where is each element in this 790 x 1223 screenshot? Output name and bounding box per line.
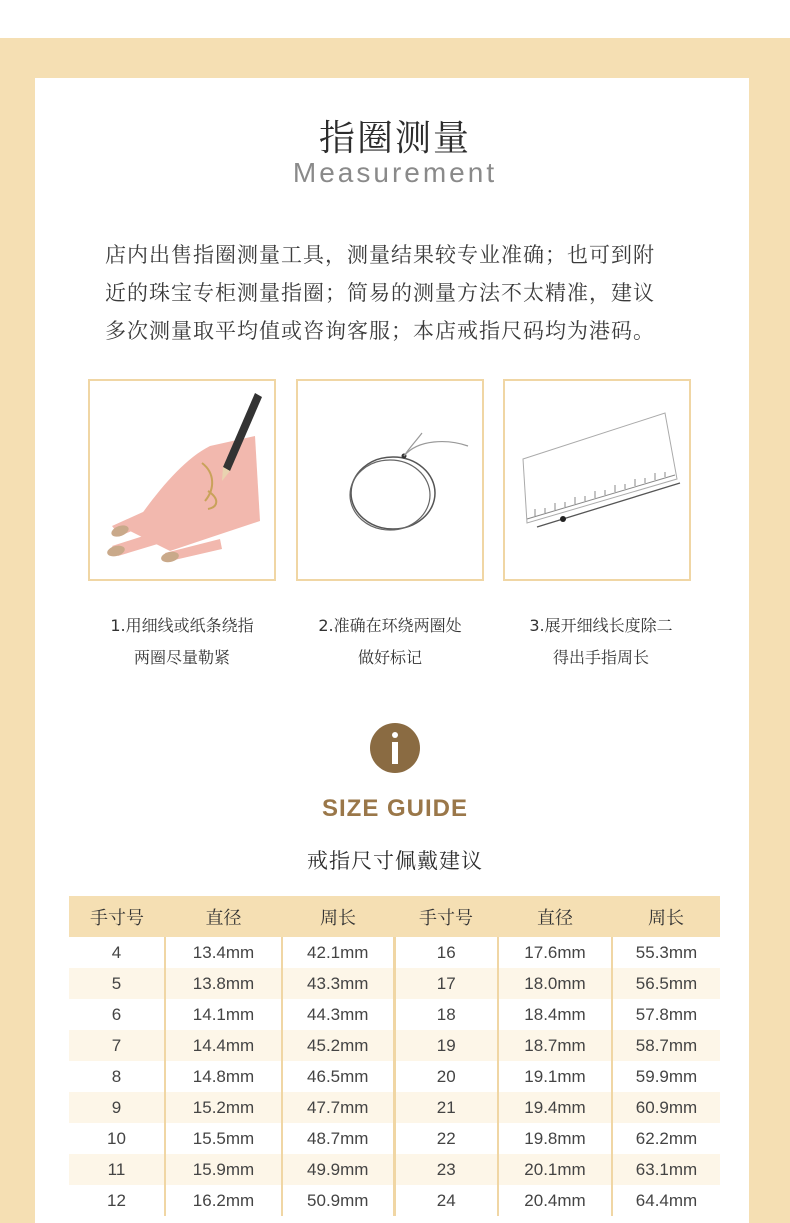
table-row [69, 999, 720, 1030]
table-cell: 49.9mm [282, 1154, 394, 1185]
step-caption-line: 两圈尽量勒紧 [133, 648, 230, 667]
table-cell: 15.2mm [165, 1092, 282, 1123]
table-cell: 20.1mm [498, 1154, 612, 1185]
table-cell: 15.9mm [165, 1154, 282, 1185]
table-row [69, 1092, 720, 1123]
table-cell: 12 [107, 1190, 126, 1210]
table-cell: 16 [394, 937, 498, 968]
table-cell: 62.2mm [612, 1123, 720, 1154]
step-3-caption [496, 610, 706, 674]
table-row [69, 1061, 720, 1092]
table-title: 戒指尺寸佩戴建议 [307, 849, 483, 873]
step-caption-line: 1.用细线或纸条绕指 [110, 616, 254, 635]
step-3-panel [503, 379, 691, 581]
intro-line: 近的珠宝专柜测量指圈；简易的测量方法不太精准，建议 [105, 281, 655, 305]
ruler-icon [505, 381, 693, 583]
header-circumference: 周长 [612, 896, 720, 937]
table-cell: 17.6mm [498, 937, 612, 968]
info-icon [370, 723, 420, 773]
table-cell: 20.4mm [498, 1185, 612, 1216]
table-cell: 48.7mm [282, 1123, 394, 1154]
table-cell: 10 [107, 1128, 126, 1148]
table-row [69, 937, 720, 968]
table-cell: 13.8mm [165, 968, 282, 999]
string-loop-icon [298, 381, 486, 583]
table-cell: 57.8mm [612, 999, 720, 1030]
table-cell: 47.7mm [282, 1092, 394, 1123]
page-subtitle: Measurement [292, 157, 498, 188]
step-caption-line: 做好标记 [357, 648, 422, 667]
table-row [69, 1154, 720, 1185]
table-cell: 19.1mm [498, 1061, 612, 1092]
table-cell: 23 [394, 1154, 498, 1185]
table-cell: 19 [394, 1030, 498, 1061]
table-cell: 15.5mm [165, 1123, 282, 1154]
table-cell: 43.3mm [282, 968, 394, 999]
table-cell: 14.1mm [165, 999, 282, 1030]
step-caption-line: 2.准确在环绕两圈处 [318, 616, 462, 635]
page-title: 指圈测量 [318, 118, 471, 159]
step-1-panel [88, 379, 276, 581]
table-cell: 45.2mm [282, 1030, 394, 1061]
table-row [69, 968, 720, 999]
table-row [69, 1030, 720, 1061]
table-cell: 18.7mm [498, 1030, 612, 1061]
table-cell: 59.9mm [612, 1061, 720, 1092]
size-table [69, 896, 720, 1216]
table-cell: 17 [394, 968, 498, 999]
table-cell: 19.8mm [498, 1123, 612, 1154]
header-size: 手寸号 [69, 896, 165, 937]
table-cell: 5 [69, 968, 165, 999]
table-cell: 19.4mm [498, 1092, 612, 1123]
table-cell: 18.0mm [498, 968, 612, 999]
table-cell: 50.9mm [282, 1185, 394, 1216]
table-cell: 9 [69, 1092, 165, 1123]
table-cell: 4 [111, 942, 122, 962]
table-cell: 8 [111, 1066, 122, 1086]
step-2-caption [285, 610, 495, 674]
header-diameter: 直径 [498, 896, 612, 937]
intro-text [105, 236, 695, 350]
table-cell: 16.2mm [165, 1185, 282, 1216]
table-cell: 14.4mm [165, 1030, 282, 1061]
table-cell: 44.3mm [282, 999, 394, 1030]
table-cell: 64.4mm [612, 1185, 720, 1216]
table-cell: 7 [69, 1030, 165, 1061]
table-cell: 21 [394, 1092, 498, 1123]
step-caption-line: 得出手指周长 [552, 648, 649, 667]
intro-line: 多次测量取平均值或咨询客服；本店戒指尺码均为港码。 [105, 319, 655, 343]
intro-line: 店内出售指圈测量工具，测量结果较专业准确；也可到附 [105, 243, 655, 267]
table-cell: 11 [69, 1154, 165, 1185]
table-cell: 22 [394, 1123, 498, 1154]
hand-pencil-icon [90, 381, 278, 583]
step-2-panel [296, 379, 484, 581]
table-row [69, 1123, 720, 1154]
table-cell: 55.3mm [612, 937, 720, 968]
table-cell: 6 [111, 1004, 122, 1024]
table-cell: 20 [394, 1061, 498, 1092]
table-cell: 14.8mm [165, 1061, 282, 1092]
table-cell: 42.1mm [282, 937, 394, 968]
table-cell: 60.9mm [612, 1092, 720, 1123]
header-size: 手寸号 [394, 896, 498, 937]
table-cell: 24 [394, 1185, 498, 1216]
table-header-row [69, 896, 720, 937]
header-circumference: 周长 [282, 896, 394, 937]
table-cell: 18.4mm [498, 999, 612, 1030]
size-guide-heading: SIZE GUIDE [321, 795, 469, 822]
table-row [69, 1185, 720, 1216]
step-1-caption [77, 610, 287, 674]
table-cell: 13.4mm [165, 937, 282, 968]
table-cell: 63.1mm [612, 1154, 720, 1185]
header-diameter: 直径 [165, 896, 282, 937]
table-cell: 18 [394, 999, 498, 1030]
table-cell: 58.7mm [612, 1030, 720, 1061]
table-cell: 56.5mm [612, 968, 720, 999]
table-cell: 46.5mm [282, 1061, 394, 1092]
step-caption-line: 3.展开细线长度除二 [529, 616, 673, 635]
